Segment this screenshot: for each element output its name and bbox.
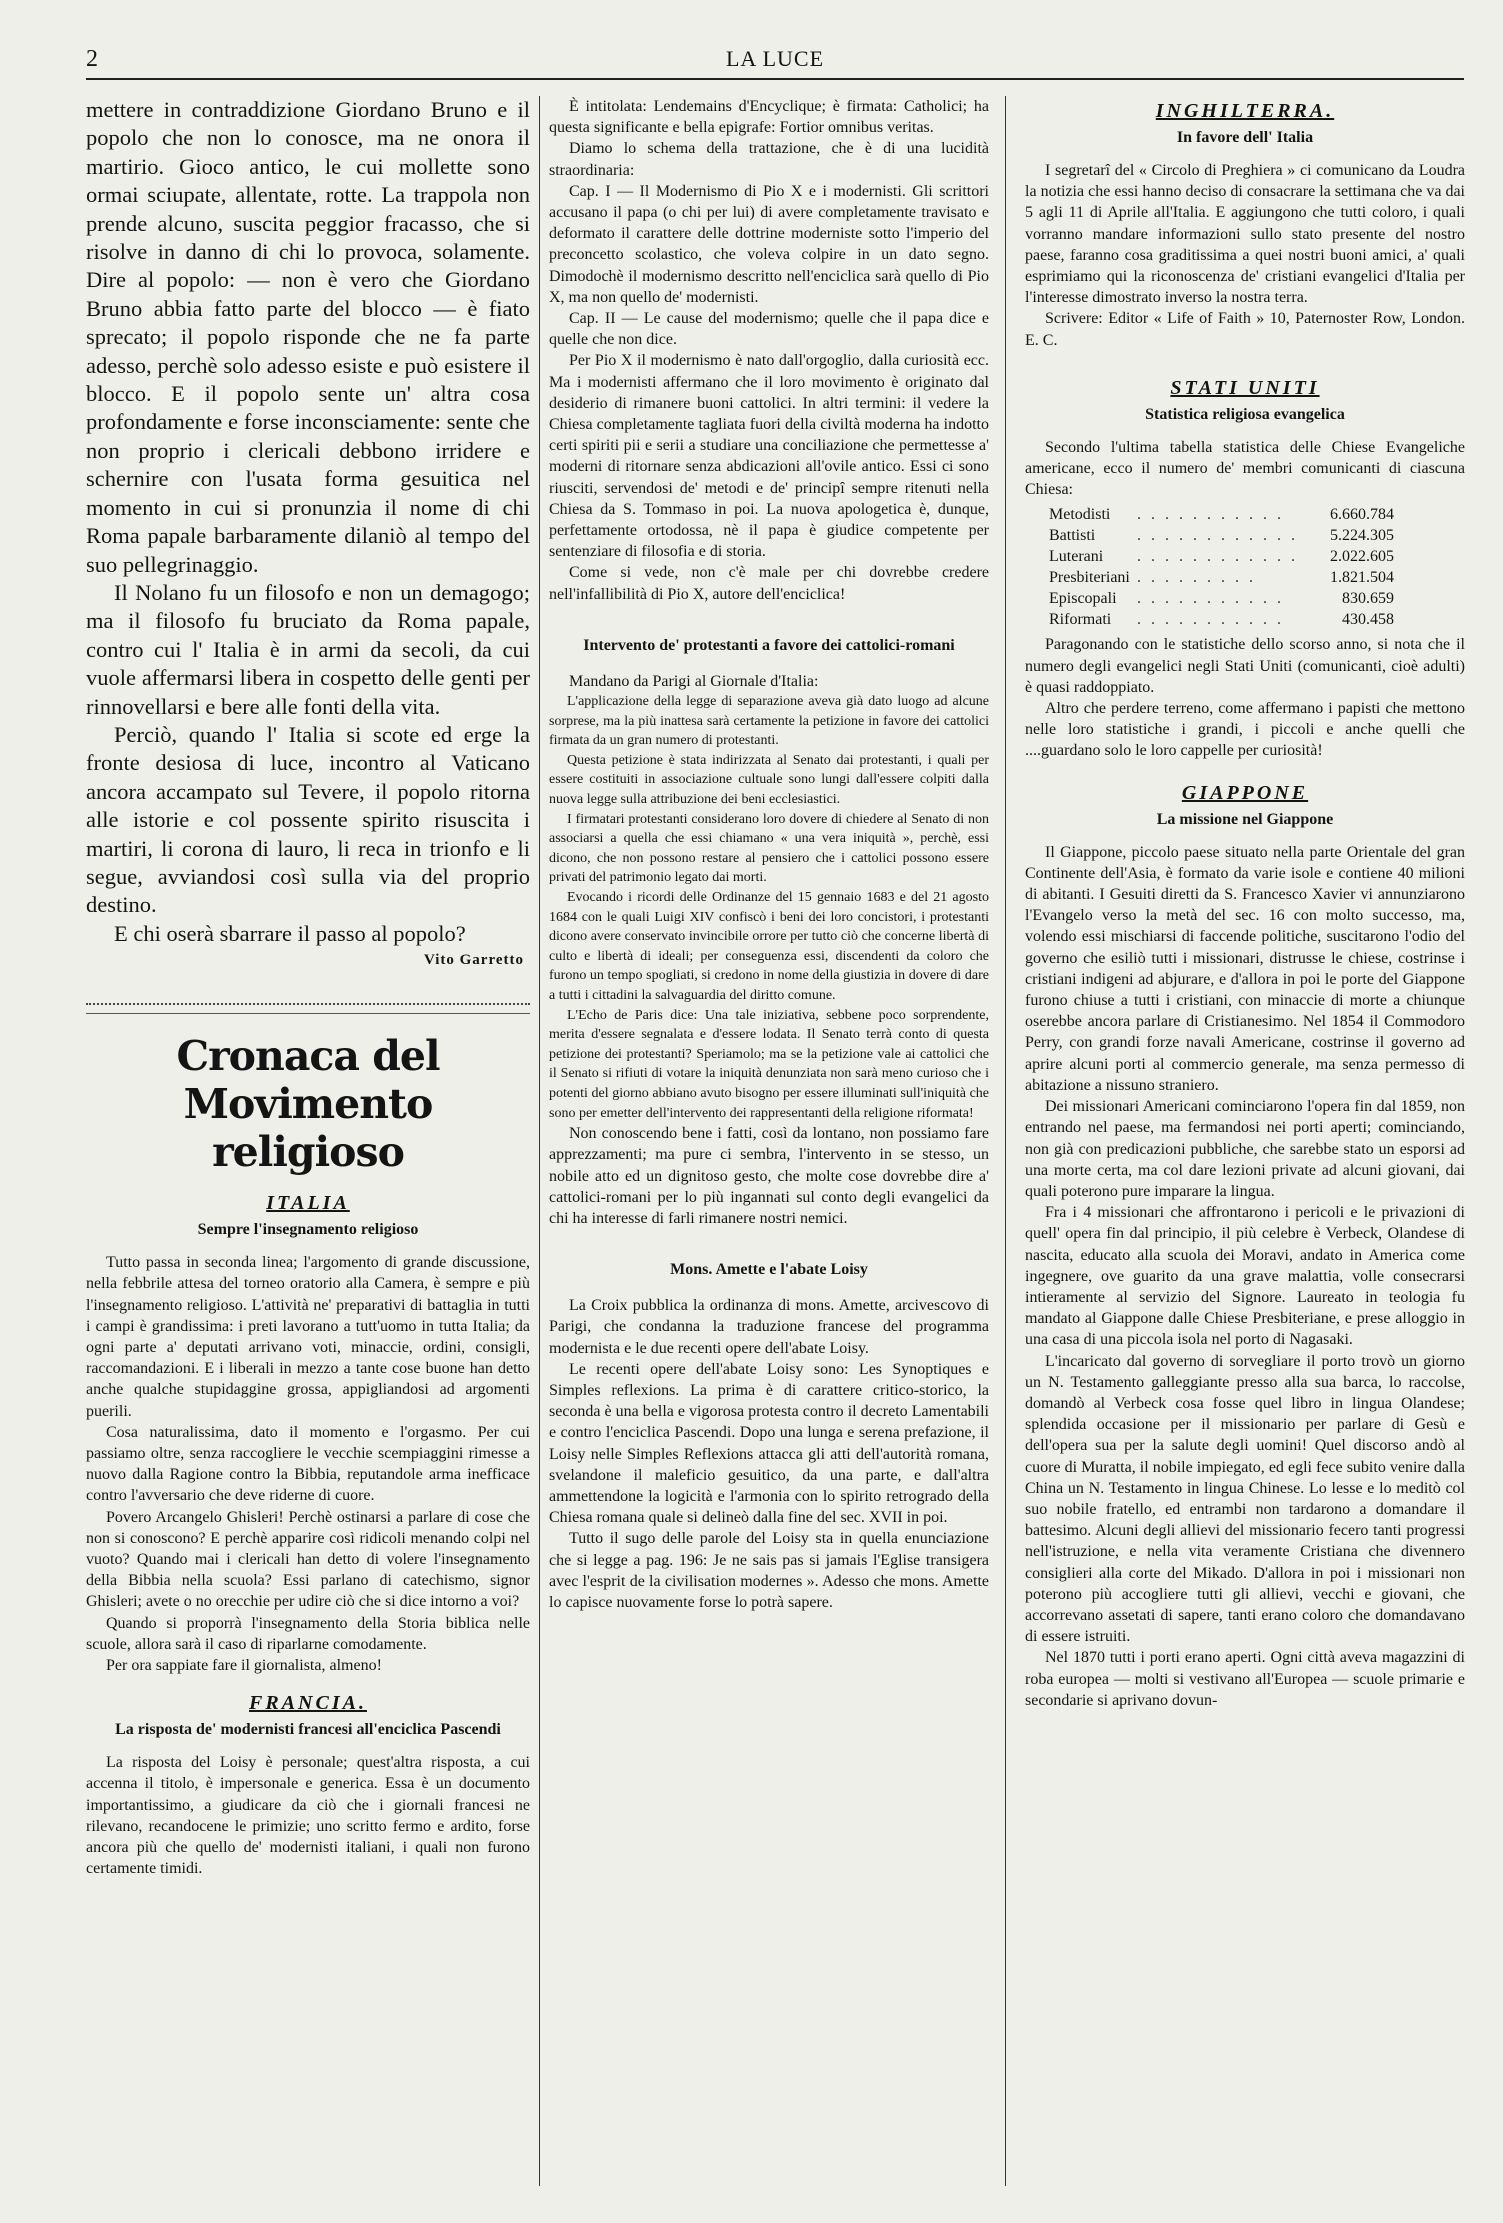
paragraph: Le recenti opere dell'abate Loisy sono: Les Synoptiques e Simples reflexions. La prima è di carattere critico-storico, la seconda è una bella e vigorosa protesta contro il decreto Lamentabili e contro l'enciclica Pascendi. Dopo una lunga e serena prefazione, il Loisy nelle Simples Reflexions attacca gli atti dell'autorità romana, svelandone il maleficio gesuitico, da una parte, e dall'altra ammettendone la logicità e l'armonia con lo spirito retrogrado della Chiesa romana quale si delineò dalla fine del sec. XVII in poi. <box>549 1360 989 1527</box>
church-name: Metodisti <box>1049 506 1111 524</box>
table-row <box>1049 567 1394 588</box>
member-count: 430.458 <box>1342 611 1394 629</box>
author-signature: Vito Garretto <box>423 952 524 969</box>
column-divider-2 <box>1005 96 1006 2186</box>
article-francia <box>86 1752 530 1879</box>
statistics-table <box>1049 504 1394 630</box>
article-amette <box>549 1295 989 1613</box>
leader-dots: . . . . . . . . . . . . <box>1136 548 1298 566</box>
leader-dots: . . . . . . . . . . . <box>1136 590 1284 608</box>
paragraph: Cosa naturalissima, dato il momento e l'orgasmo. Per cui passiamo oltre, senza raccogliere le vecchie scempiaggini rimesse a nuovo dalla Ragione contro la Bibbia, reputandole arma inefficace contro l'avversario che deve riderne di cuore. <box>86 1423 530 1505</box>
church-name: Riformati <box>1049 611 1112 629</box>
paragraph: L'Echo de Paris dice: Una tale iniziativa, sebbene poco sorprendente, merita d'essere segnalata e d'essere lodata. Il Senato terrà conto di questa petizione dei protestanti? Speriamolo; ma se la petizione vale ai cattolici che il Senato si rifiuti di votare la iniquità denunziata non sarà meno curioso che i potenti del giorno abbiano avuto bisogno per essere illuminati sull'iniquità che sono per emetter dell'intervento dei rappresentanti della religione riformata! <box>549 1007 989 1121</box>
country-heading-stati-uniti: STATI UNITI <box>1170 376 1320 399</box>
paragraph: Per ora sappiate fare il giornalista, almeno! <box>106 1657 382 1675</box>
church-name: Presbiteriani <box>1049 569 1130 587</box>
page-header <box>86 46 1464 80</box>
masthead-title: LA LUCE <box>725 46 825 71</box>
page-number: 2 <box>86 46 98 72</box>
article-intervento-closing <box>549 1123 989 1229</box>
decorative-divider <box>86 1003 530 1014</box>
subheading: La risposta de' modernisti francesi all'enciclica Pascendi <box>115 1721 501 1739</box>
paragraph: Tutto il sugo delle parole del Loisy sta in quella enunciazione che si legge a pag. 196: Je ne sais pas si jamais l'Eglise transigera avec l'esprit de la civilisation modernes ». Adesso che mons. Amette lo capisce nuovamente forse lo potrà sapere. <box>549 1530 989 1611</box>
section-title: Cronaca del Movimento religioso <box>176 1032 440 1177</box>
leader-dots: . . . . . . . . . . . . <box>1136 527 1298 545</box>
column-3 <box>1025 96 1465 1711</box>
table-row <box>1049 588 1394 609</box>
paragraph: Cap. I — Il Modernismo di Pio X e i modernisti. Gli scrittori accusano il papa (o chi per lui) di avere completamente travisato e deformato il carattere delle dottrine moderniste sotto l'imperio del preconcetto scolastico, che voleva colpire in un dato segno. Dimodochè il modernismo descritto nell'enciclica sarà quello di Pio X, ma non quello de' modernisti. <box>549 182 989 306</box>
paragraph: Perciò, quando l' Italia si scote ed erge la fronte desiosa di luce, incontro al Vaticano ancora accampato sul Tevere, il popolo ritorna alle istorie e col possente spirito risuscita i martiri, li corona di lauro, li reca in trionfo e li segue, avviandosi così sulla via del proprio destino. <box>86 721 530 918</box>
subheading: Sempre l'insegnamento religioso <box>197 1221 419 1239</box>
country-heading-francia: FRANCIA. <box>249 1692 367 1715</box>
article-intervento-lead <box>549 671 989 692</box>
member-count: 1.821.504 <box>1330 569 1394 587</box>
country-heading-inghilterra: INGHILTERRA. <box>1155 100 1335 122</box>
subheading: La missione nel Giappone <box>1156 810 1334 828</box>
article-inghilterra <box>1025 160 1465 351</box>
member-count: 5.224.305 <box>1330 527 1394 545</box>
church-name: Luterani <box>1049 548 1104 566</box>
paragraph: Diamo lo schema della trattazione, che è di una lucidità straordinaria: <box>549 140 989 179</box>
column-2 <box>549 96 989 1613</box>
paragraph: L'incaricato dal governo di sorvegliare il porto trovò un giorno un N. Testamento galleggiante presso alla sua barca, lo raccolse, domandò al Verbeck cosa fosse quel libro in lingua Olandese; splendida occasione per il missionario per parlare di Gesù e dell'opera sua per la salute degli uomini! Quel discorso andò al cuore di Muratta, il nobile impiegato, ed egli fece subito venire dalla China un N. Testamento in lingua Chinese. Lo lesse e lo meditò col suo nobile fratello, ed entrambi non tardarono a domandare il battesimo. Alcuni degli allievi del missionario fecero tanti progressi nell'istruzione, e nella vita veramente Cristiana che divennero consiglieri alla corte del Mikado. D'allora in poi i missionari non poterono più accogliere tutti gli allievi, vecchi e giovani, che accorrevano assetati di sapere, tanti erano coloro che domandavano di essere istruiti. <box>1025 1352 1465 1646</box>
member-count: 830.659 <box>1342 590 1394 608</box>
church-name: Episcopali <box>1049 590 1117 608</box>
table-row <box>1049 546 1394 567</box>
paragraph: La risposta del Loisy è personale; quest'altra risposta, a cui accenna il titolo, è impersonale e generica. Essa è un documento importantissimo, a giudicare da ciò che i giornali francesi ne rilevano, recandocene le primizie; uno scritto fermo e ardito, forse ancora più che quello de' modernisti italiani, i quali non furono certamente timidi. <box>86 1754 530 1878</box>
table-row <box>1049 504 1394 525</box>
table-row <box>1049 609 1394 630</box>
paragraph: I firmatari protestanti considerano loro dovere di chiedere al Senato di non associarsi a quella che essi chiamano « una vera iniquità », perchè, essi dicono, che non possono restare al pensiero che i cattolici possono essere privati del patrimonio legato dai morti. <box>549 811 989 886</box>
paragraph: Altro che perdere terreno, come affermano i papisti che mettono nelle loro statistiche i grandi, i piccoli e anche quelli che ....guardano solo le loro cappelle per curiosità! <box>1025 700 1465 760</box>
article-modernisti-continued <box>549 96 989 605</box>
paragraph: Mandano da Parigi al Giornale d'Italia: <box>569 672 819 690</box>
paragraph: Questa petizione è stata indirizzata al Senato dai protestanti, i quali per essere costituiti in associazione cultuale sono lungi dall'essere colpiti dalla nuova legge sulla attribuzione dei beni ecclesiastici. <box>549 752 989 808</box>
article-stati-uniti <box>1025 437 1465 762</box>
table-row <box>1049 525 1394 546</box>
paragraph: Per Pio X il modernismo è nato dall'orgoglio, dalla curiosità ecc. Ma i modernisti affermano che il loro movimento è originato dal desiderio di rimanere buoni cattolici. In altri termini: il vedere la Chiesa completamente tagliata fuori della civiltà moderna ha indotto certi spiriti pii e serii a studiare una conciliazione che permettesse a' moderni di ritornare senza abdicazioni all'ovile antico. Essi ci sono riusciti, servendosi de' metodi e de' principî sempre ritenuti nella Chiesa da S. Tommaso in poi. La nuova apologetica è, dunque, perfettamente ortodossa, nè il papa è giudice competente per sentenziare di filosofia e di storia. <box>549 352 989 561</box>
article-giappone <box>1025 842 1465 1711</box>
paragraph: Tutto passa in seconda linea; l'argomento di grande discussione, nella febbrile attesa del torneo oratorio alla Camera, è sempre e più l'insegnamento religioso. L'attività ne' preparativi di battaglia in tutti i campi è grandissima: i preti lavorano a tutt'uomo in tutta Italia; da ogni parte a' deputati arrivano voti, minaccie, ordini, consigli, raccomandazioni. E i liberali in mezzo a tante cose buone han detto anche qualche stupidaggine grossa, appigliandosi ad argomenti puerili. <box>86 1254 530 1420</box>
paragraph: mettere in contraddizione Giordano Bruno e il popolo che non lo conosce, ma ne onora il martirio. Gioco antico, le cui mollette sono ormai sciupate, allentate, rotte. La trappola non prende alcuno, suscita peggior fracasso, che si risolve in danno di chi lo provoca, solamente. Dire al popolo: — non è vero che Giordano Bruno abbia fatto parte del blocco — è fiato sprecato; il popolo risponde che ne fa parte adesso, perchè solo adesso esiste e può esistere il blocco. E il popolo sente un' altra cosa profondamente e forse inconsciamente: sente che non proprio i clericali debbono irridere e schernire con l'usata forma gesuitica nel momento in cui si pronunzia il nome di chi Roma papale barbaramente dilaniò al tempo del suo pellegrinaggio. <box>86 97 530 577</box>
member-count: 2.022.605 <box>1330 548 1394 566</box>
article-giordano-bruno <box>86 96 530 969</box>
paragraph: I segretarî del « Circolo di Preghiera » ci comunicano da Loudra la notizia che essi hanno deciso di consacrare la settimana che va dai 5 agli 11 di Aprile all'Italia. E aggiungono che tutti coloro, i quali vorranno mandare informazioni sullo stato presente del nostro paese, faranno cosa graditissima a quei nostri buoni amici, a' quali esprimiamo qui la riconoscenza de' cristiani evangelici d'Italia per l'interesse dimostrato inverso la nostra terra. <box>1025 162 1465 307</box>
paragraph: Evocando i ricordi delle Ordinanze del 15 gennaio 1683 e del 21 agosto 1684 con le quali Luigi XIV confiscò i beni dei loro concistori, i protestanti dicono avere conservato invincibile orrore per tutto ciò che concerne libertà di culto e libertà di ideali; per conseguenza essi, discendenti da coloro che furono un tempo spogliati, si credono in nome della giustizia in dovere di dare a tutti i cittadini la salvaguardia del diritto comune. <box>549 890 989 1003</box>
paragraph: Secondo l'ultima tabella statistica delle Chiese Evangeliche americane, ecco il numero de' membri comunicanti di ciascuna Chiesa: <box>1025 438 1465 499</box>
paragraph: Come si vede, non c'è male per chi dovrebbe credere nell'infallibilità di Pio X, autore dell'enciclica! <box>549 564 989 603</box>
paragraph: Scrivere: Editor « Life of Faith » 10, Paternoster Row, London. E. C. <box>1025 310 1465 349</box>
paragraph: Dei missionari Americani cominciarono l'opera fin dal 1859, non entrando nel paese, ma fermandosi nei porti aperti; cominciando, non già con predicazioni pubbliche, che sarebbe stato un esporsi ad una morte certa, ma col dare lezioni private ad alcuni giovani, dai quali poterono pure imparare la lingua. <box>1025 1098 1465 1200</box>
paragraph: Povero Arcangelo Ghisleri! Perchè ostinarsi a parlare di cose che non si conoscono? E perchè apparire così ridicoli menando colpi nel vuoto? Quando mai i clericali han detto di volere l'insegnamento della Bibbia nella scuola? Essi parlano di catechismo, signor Ghisleri; avete o no orecchie per udire ciò che si dice intorno a voi? <box>86 1508 530 1611</box>
paragraph: Nel 1870 tutti i porti erano aperti. Ogni città aveva magazzini di roba europea — molti si vestivano all'Europea — scuole primarie e secondarie si aprivano dovun- <box>1025 1649 1465 1709</box>
paragraph: Quando si proporrà l'insegnamento della Storia biblica nelle scuole, allora sarà il caso di riparlarne comodamente. <box>86 1614 530 1653</box>
paragraph: L'applicazione della legge di separazione aveva già dato luogo ad alcune sorprese, ma la più inattesa sarà certamente la petizione in favore dei cattolici firmata da un gran numero di protestanti. <box>549 694 989 749</box>
subheading: In favore dell' Italia <box>1176 129 1314 146</box>
leader-dots: . . . . . . . . . <box>1136 569 1256 587</box>
country-heading-giappone: GIAPPONE <box>1181 781 1309 804</box>
article-intervento-quote <box>549 692 989 1123</box>
paragraph: Cap. II — Le cause del modernismo; quelle che il papa dice e quelle che non dice. <box>549 310 989 349</box>
paragraph: E chi oserà sbarrare il passo al popolo? <box>114 920 466 946</box>
paragraph: Non conoscendo bene i fatti, così da lontano, non possiamo fare apprezzamenti; ma pure ci sembra, l'intervento in se stesso, un nobile atto ed un dignitoso gesto, che molte cose dovrebbe dire a' cattolici-romani per lo più ingannati sul conto degli evangelici da chi ha interesse di farli rimanere nostri nemici. <box>549 1125 989 1227</box>
subheading-amette: Mons. Amette e l'abate Loisy <box>670 1261 868 1279</box>
subheading: Statistica religiosa evangelica <box>1145 405 1345 423</box>
leader-dots: . . . . . . . . . . . <box>1136 611 1284 629</box>
church-name: Battisti <box>1049 527 1096 545</box>
member-count: 6.660.784 <box>1330 506 1394 524</box>
subheading-intervento: Intervento de' protestanti a favore dei cattolici-romani <box>583 636 955 654</box>
paragraph: Fra i 4 missionari che affrontarono i pericoli e le privazioni di quell' opera fin dal principio, il più celebre è Verbeck, Olandese di nascita, educato alla scuola dei Moravi, andato in America come ingegnere, ove guarito da una grave malattia, volle consecrarsi intieramente al servizio del Signore. Laureato in teologia fu mandato al Giappone dalle Chiese Presbiteriane, e prese alloggio in una casa di una piccola isola nel porto di Nagasaki. <box>1025 1204 1465 1349</box>
paragraph: È intitolata: Lendemains d'Encyclique; è firmata: Catholici; ha questa significante e bella epigrafe: Fortior omnibus veritas. <box>549 98 989 137</box>
column-1 <box>86 96 530 1879</box>
article-italia <box>86 1252 530 1676</box>
paragraph: Il Nolano fu un filosofo e non un demagogo; ma il filosofo fu bruciato da Roma papale, contro cui l' Italia è in armi da secoli, da cui vuole affermarsi libera in cospetto delle genti per rinnovellarsi e bere alle fonti della vita. <box>86 579 530 719</box>
leader-dots: . . . . . . . . . . . <box>1136 506 1284 524</box>
paragraph: Paragonando con le statistiche dello scorso anno, si nota che il numero degli evangelici negli Stati Uniti (comunicanti, cioè adulti) è quasi raddoppiato. <box>1025 636 1465 696</box>
paragraph: Il Giappone, piccolo paese situato nella parte Orientale del gran Continente dell'Asia, è formato da varie isole e contiene 40 milioni di abitanti. I Gesuiti diretti da S. Francesco Xavier vi annunziarono l'Evangelo verso la metà del sec. 16 con molto successo, ma, volendo essi mischiarsi di faccende politiche, suscitarono l'odio del governo che esiliò tutti i missionari, distrusse le chiese, costrinse i cristiani indigeni ad abjurare, e d'allora in poi le porte del Giappone furono chiuse a tutti i cristiani, con minaccie di morte a chiunque oserebbe ancora parlare di Cristianesimo. Nel 1854 il Commodoro Perry, con grandi forze navali Americane, costrinse il governo ad aprire alcuni porti al commercio generale, ma senza permesso di abitazione a nissuno straniero. <box>1025 843 1465 1094</box>
column-divider-1 <box>539 96 540 2186</box>
paragraph: La Croix pubblica la ordinanza di mons. Amette, arcivescovo di Parigi, che condanna la traduzione francese del programma modernista e le due recenti opere dell'abate Loisy. <box>549 1297 989 1357</box>
country-heading-italia: ITALIA <box>266 1192 350 1215</box>
